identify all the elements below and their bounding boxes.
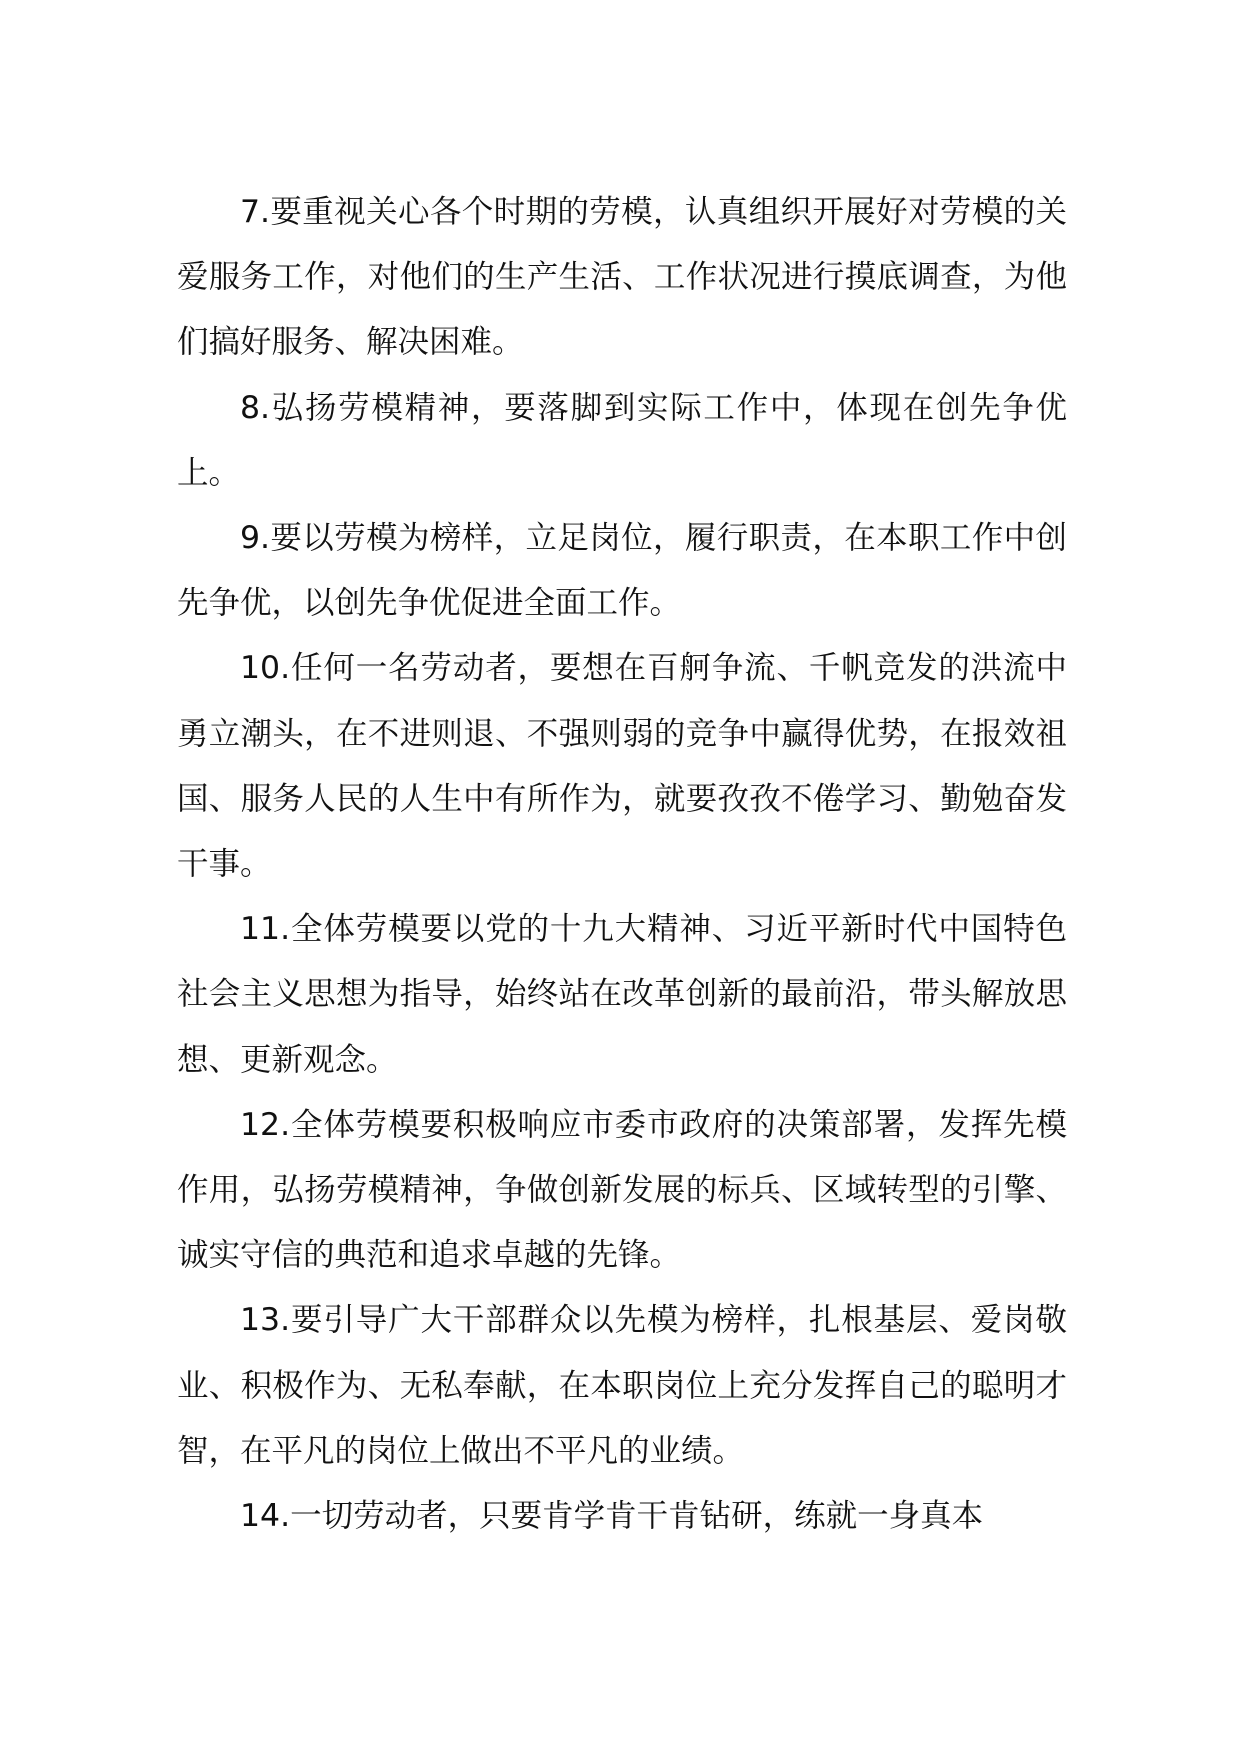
paragraph-12: 12.全体劳模要积极响应市委市政府的决策部署，发挥先模作用，弘扬劳模精神，争做创新发展的标兵、区域转型的引擎、诚实守信的典范和追求卓越的先锋。 [177,1106,1067,1274]
paragraph-11: 11.全体劳模要以党的十九大精神、习近平新时代中国特色社会主义思想为指导，始终站在改革创新的最前沿，带头解放思想、更新观念。 [177,911,1067,1078]
document-body [177,180,1067,1549]
paragraph-14: 14.一切劳动者，只要肯学肯干肯钻研，练就一身真本 [240,1498,984,1535]
paragraph-13: 13.要引导广大干部群众以先模为榜样，扎根基层、爱岗敬业、积极作为、无私奉献，在本职岗位上充分发挥自己的聪明才智，在平凡的岗位上做出不平凡的业绩。 [177,1302,1067,1469]
paragraph-7: 7.要重视关心各个时期的劳模，认真组织开展好对劳模的关爱服务工作，对他们的生产生活、工作状况进行摸底调查，为他们搞好服务、解决困难。 [177,194,1067,361]
paragraph-10: 10.任何一名劳动者，要想在百舸争流、千帆竞发的洪流中勇立潮头，在不进则退、不强则弱的竞争中赢得优势，在报效祖国、服务人民的人生中有所作为，就要孜孜不倦学习、勤勉奋发干事。 [177,650,1067,883]
paragraph-8: 8.弘扬劳模精神，要落脚到实际工作中，体现在创先争优上。 [177,389,1067,491]
paragraph-9: 9.要以劳模为榜样，立足岗位，履行职责，在本职工作中创先争优，以创先争优促进全面工作。 [177,520,1067,622]
